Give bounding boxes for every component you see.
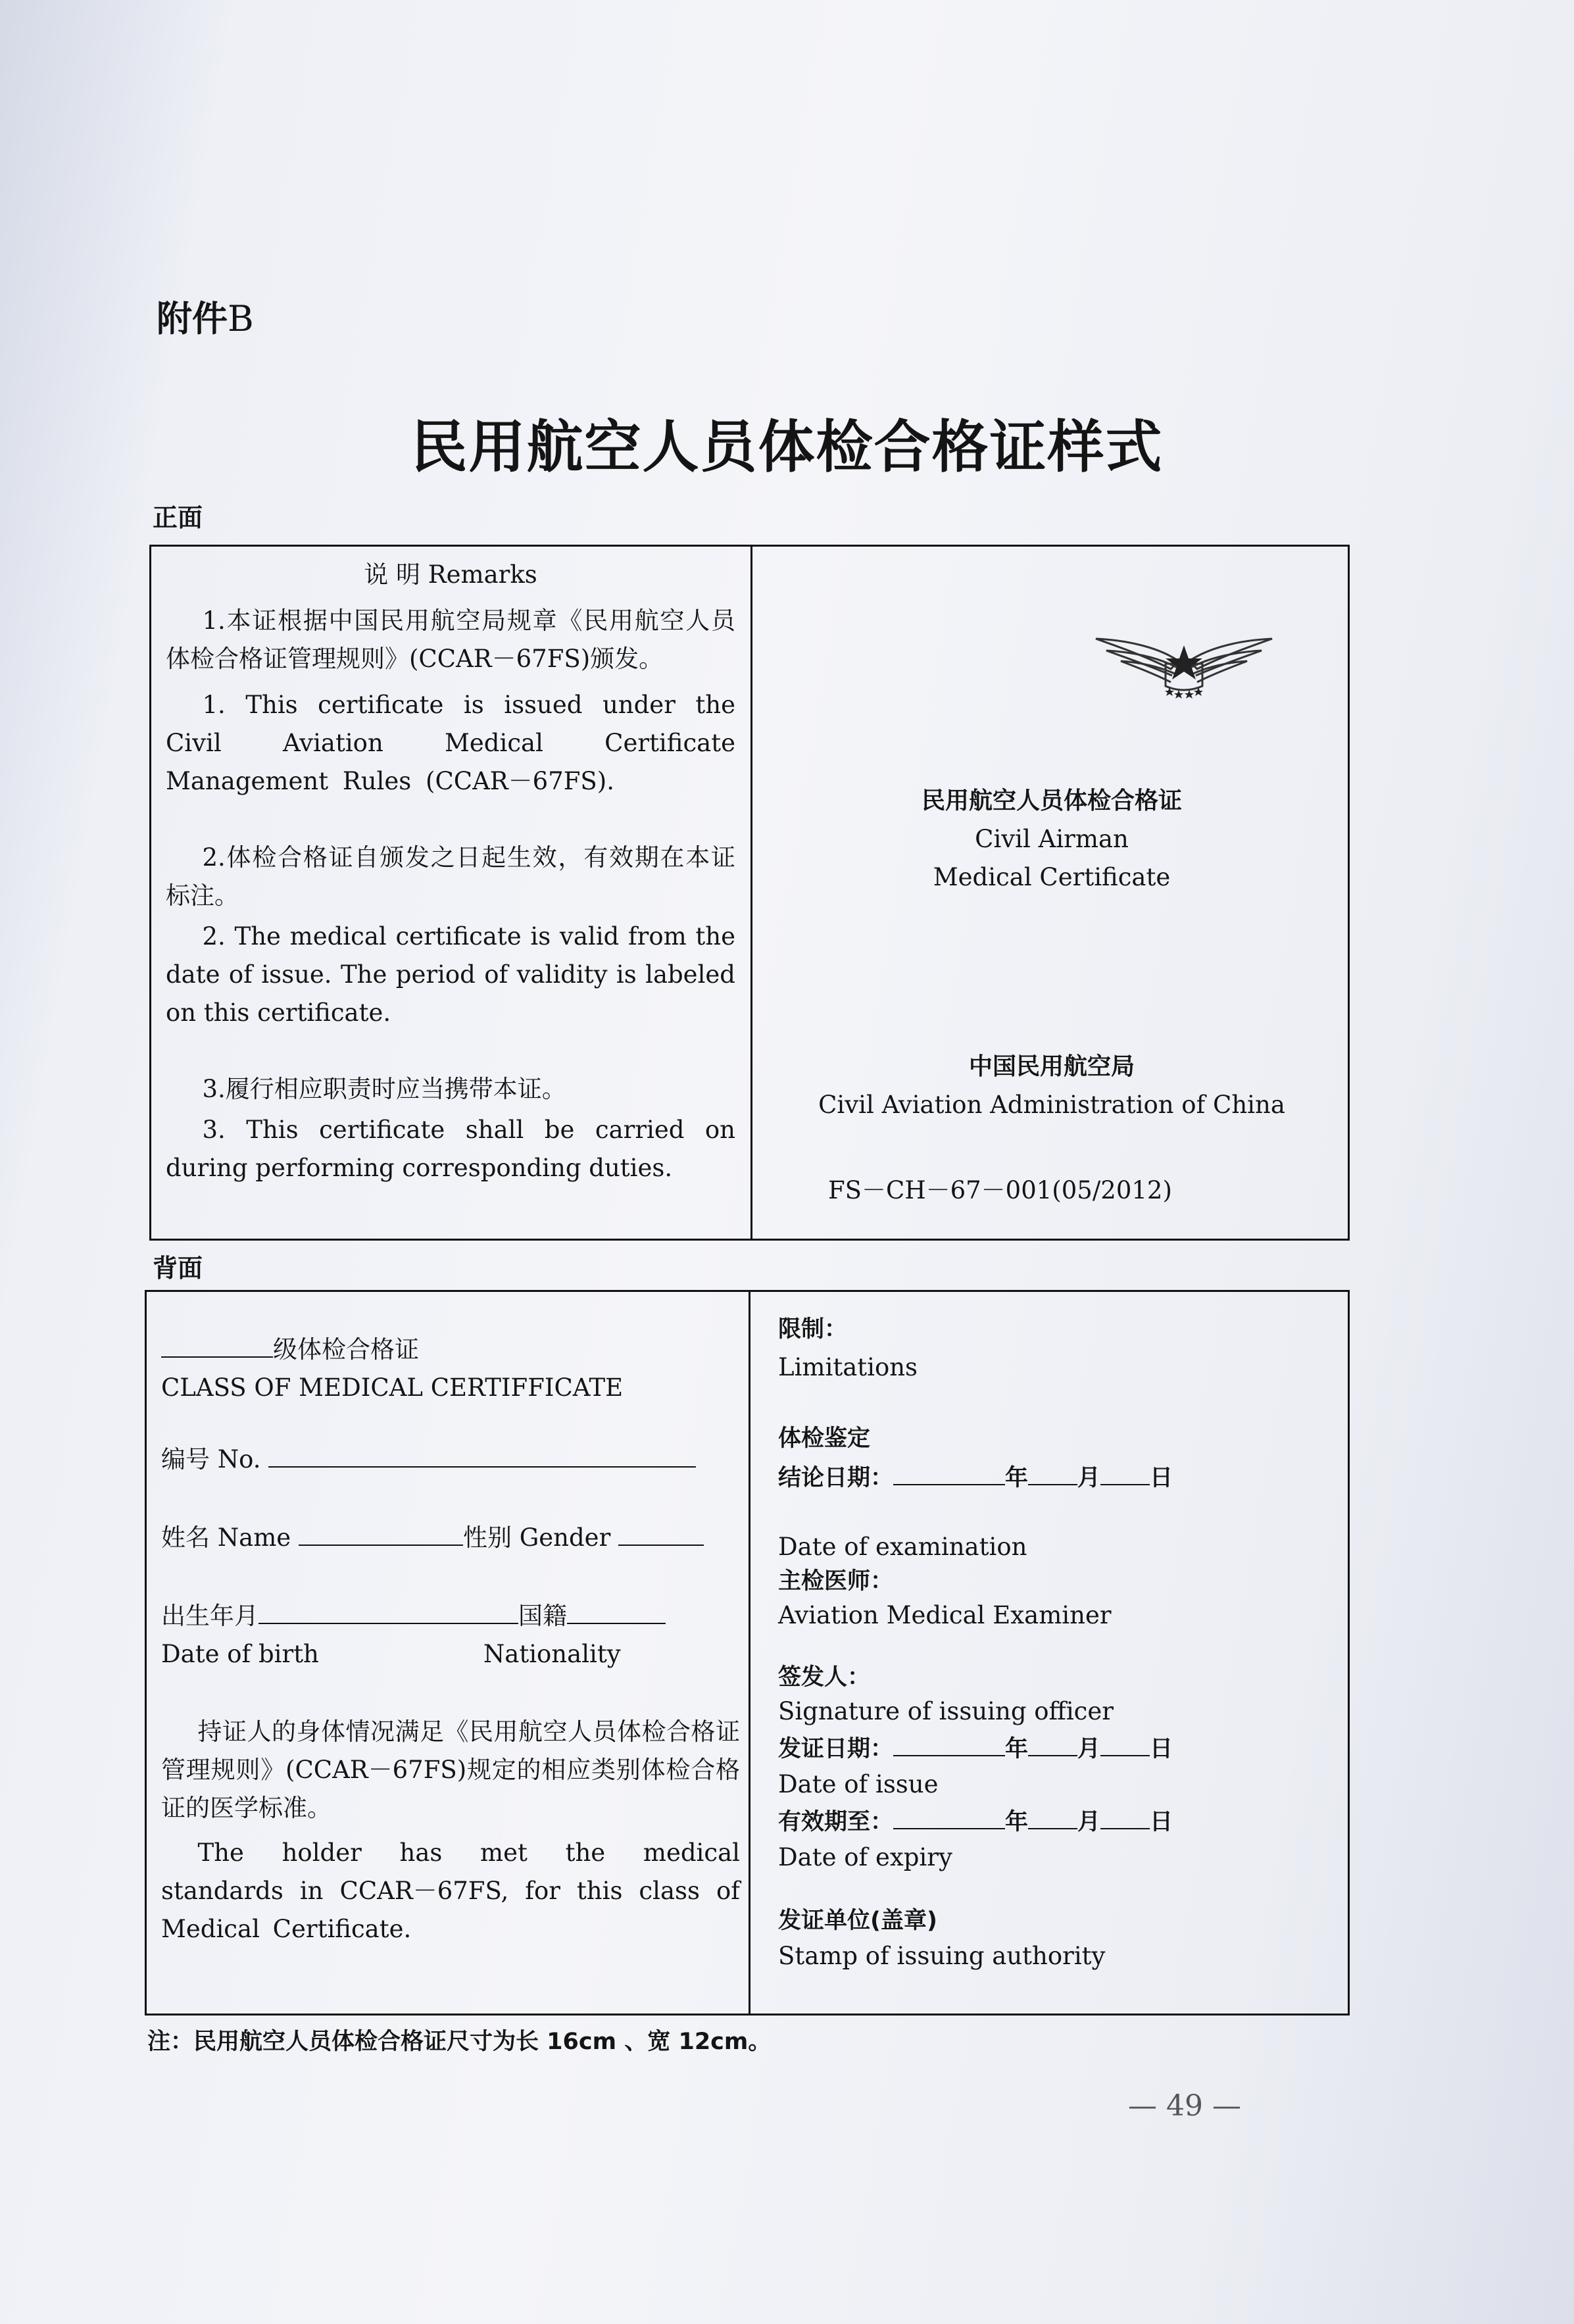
cover-certificate-name xyxy=(752,782,1351,897)
no-label: 编号 No. xyxy=(161,1445,261,1473)
class-line xyxy=(161,1330,740,1369)
examiner-en: Aviation Medical Examiner xyxy=(778,1601,1112,1629)
nationality-label-zh: 国籍 xyxy=(518,1602,567,1630)
issue-date-line xyxy=(778,1729,1337,1768)
annex-prefix: 附件 xyxy=(157,298,228,339)
no-blank xyxy=(268,1440,696,1468)
exam-label-zh1: 体检鉴定 xyxy=(778,1425,871,1452)
expiry-month-blank xyxy=(1028,1802,1077,1829)
authority-zh: 中国民用航空局 xyxy=(968,1053,1135,1080)
remarks-cell xyxy=(166,556,735,1187)
expiry-en: Date of expiry xyxy=(778,1843,952,1871)
back-divider xyxy=(749,1292,750,2014)
birth-nationality-en-line xyxy=(161,1635,740,1673)
exam-label-en: Date of examination xyxy=(778,1533,1027,1561)
page-title: 民用航空人员体检合格证样式 xyxy=(410,414,1164,480)
name-label: 姓名 Name xyxy=(161,1523,291,1552)
stamp-zh: 发证单位(盖章) xyxy=(778,1908,937,1934)
exam-year-blank xyxy=(893,1458,1005,1485)
exam-day-blank xyxy=(1100,1458,1150,1485)
gender-blank xyxy=(618,1518,704,1546)
limitations-en: Limitations xyxy=(778,1353,918,1381)
class-blank xyxy=(161,1330,273,1358)
holder-statement-en: The holder has met the medical standards in CCAR－67FS, for this class of Medical Certificate. xyxy=(161,1839,740,1943)
birth-blank xyxy=(258,1596,518,1624)
cert-name-zh: 民用航空人员体检合格证 xyxy=(921,787,1182,814)
remarks-item3-en: 3. This certificate shall be carried on during performing corresponding duties. xyxy=(166,1116,735,1182)
name-blank xyxy=(299,1518,463,1546)
issue-day: 日 xyxy=(1150,1736,1173,1762)
remarks-item3-zh: 3.履行相应职责时应当携带本证。 xyxy=(202,1075,566,1103)
exam-day: 日 xyxy=(1150,1465,1173,1491)
issuance-cell xyxy=(778,1310,1337,1973)
remarks-title: 说 明 Remarks xyxy=(364,560,537,589)
class-en: CLASS OF MEDICAL CERTIFFICATE xyxy=(161,1373,624,1402)
holder-statement-zh: 持证人的身体情况满足《民用航空人员体检合格证管理规则》(CCAR－67FS)规定的相应类别体检合格证的医学标准。 xyxy=(161,1718,740,1822)
signer-zh: 签发人： xyxy=(778,1664,871,1691)
page-number: — 49 — xyxy=(1128,2089,1241,2123)
issue-en: Date of issue xyxy=(778,1770,939,1798)
remarks-item2-en: 2. The medical certificate is valid from the date of issue. The period of validity is labeled on this certificate. xyxy=(166,922,735,1027)
holder-info-cell xyxy=(161,1330,740,1948)
form-code: FS－CH－67－001(05/2012) xyxy=(828,1176,1172,1204)
exam-month-blank xyxy=(1028,1458,1077,1485)
front-label: 正面 xyxy=(153,503,203,532)
birth-label-zh: 出生年月 xyxy=(161,1602,258,1630)
no-line xyxy=(161,1440,740,1479)
expiry-month: 月 xyxy=(1077,1809,1101,1835)
class-zh: 级体检合格证 xyxy=(273,1335,419,1364)
birth-nationality-line xyxy=(161,1596,740,1635)
remarks-item1-zh: 1.本证根据中国民用航空局规章《民用航空人员体检合格证管理规则》(CCAR－67FS)颁发。 xyxy=(166,606,735,673)
issue-year-blank xyxy=(893,1729,1005,1756)
name-gender-line xyxy=(161,1518,740,1557)
authority-en: Civil Aviation Administration of China xyxy=(818,1091,1285,1119)
issue-day-blank xyxy=(1100,1729,1150,1756)
nationality-blank xyxy=(567,1596,666,1624)
examiner-zh: 主检医师： xyxy=(778,1568,894,1595)
cert-name-en2: Medical Certificate xyxy=(933,863,1171,891)
exam-label-zh2: 结论日期： xyxy=(778,1465,894,1491)
issue-month: 月 xyxy=(1077,1736,1101,1762)
remarks-item1-en: 1. This certificate is issued under the Civil Aviation Medical Certificate Management Rules (CCAR－67FS). xyxy=(166,691,735,795)
expiry-date-line xyxy=(778,1802,1337,1841)
expiry-year-blank xyxy=(893,1802,1005,1829)
front-card xyxy=(149,545,1350,1241)
expiry-zh: 有效期至： xyxy=(778,1809,894,1835)
cover-authority xyxy=(752,1048,1351,1124)
expiry-day-blank xyxy=(1100,1802,1150,1829)
birth-label-en: Date of birth xyxy=(161,1640,319,1668)
annex-letter: B xyxy=(228,298,254,339)
issue-year: 年 xyxy=(1005,1736,1029,1762)
expiry-year: 年 xyxy=(1005,1809,1029,1835)
cert-name-en1: Civil Airman xyxy=(975,825,1129,853)
issue-month-blank xyxy=(1028,1729,1077,1756)
size-note: 注：民用航空人员体检合格证尺寸为长 16cm 、宽 12cm。 xyxy=(147,2029,772,2055)
back-label: 背面 xyxy=(153,1254,203,1283)
limitations-zh: 限制： xyxy=(778,1316,848,1343)
exam-date-line xyxy=(778,1458,1337,1497)
stamp-en: Stamp of issuing authority xyxy=(778,1942,1106,1970)
annex-heading xyxy=(157,291,254,341)
signer-en: Signature of issuing officer xyxy=(778,1697,1114,1725)
nationality-label-en: Nationality xyxy=(483,1640,621,1668)
expiry-day: 日 xyxy=(1150,1809,1173,1835)
remarks-item2-zh: 2.体检合格证自颁发之日起生效，有效期在本证标注。 xyxy=(166,843,735,910)
back-card xyxy=(145,1290,1350,2015)
issue-zh: 发证日期： xyxy=(778,1736,894,1762)
exam-month: 月 xyxy=(1077,1465,1101,1491)
exam-year: 年 xyxy=(1005,1465,1029,1491)
wings-star-emblem-icon xyxy=(1092,620,1276,706)
gender-label: 性别 Gender xyxy=(462,1523,611,1552)
